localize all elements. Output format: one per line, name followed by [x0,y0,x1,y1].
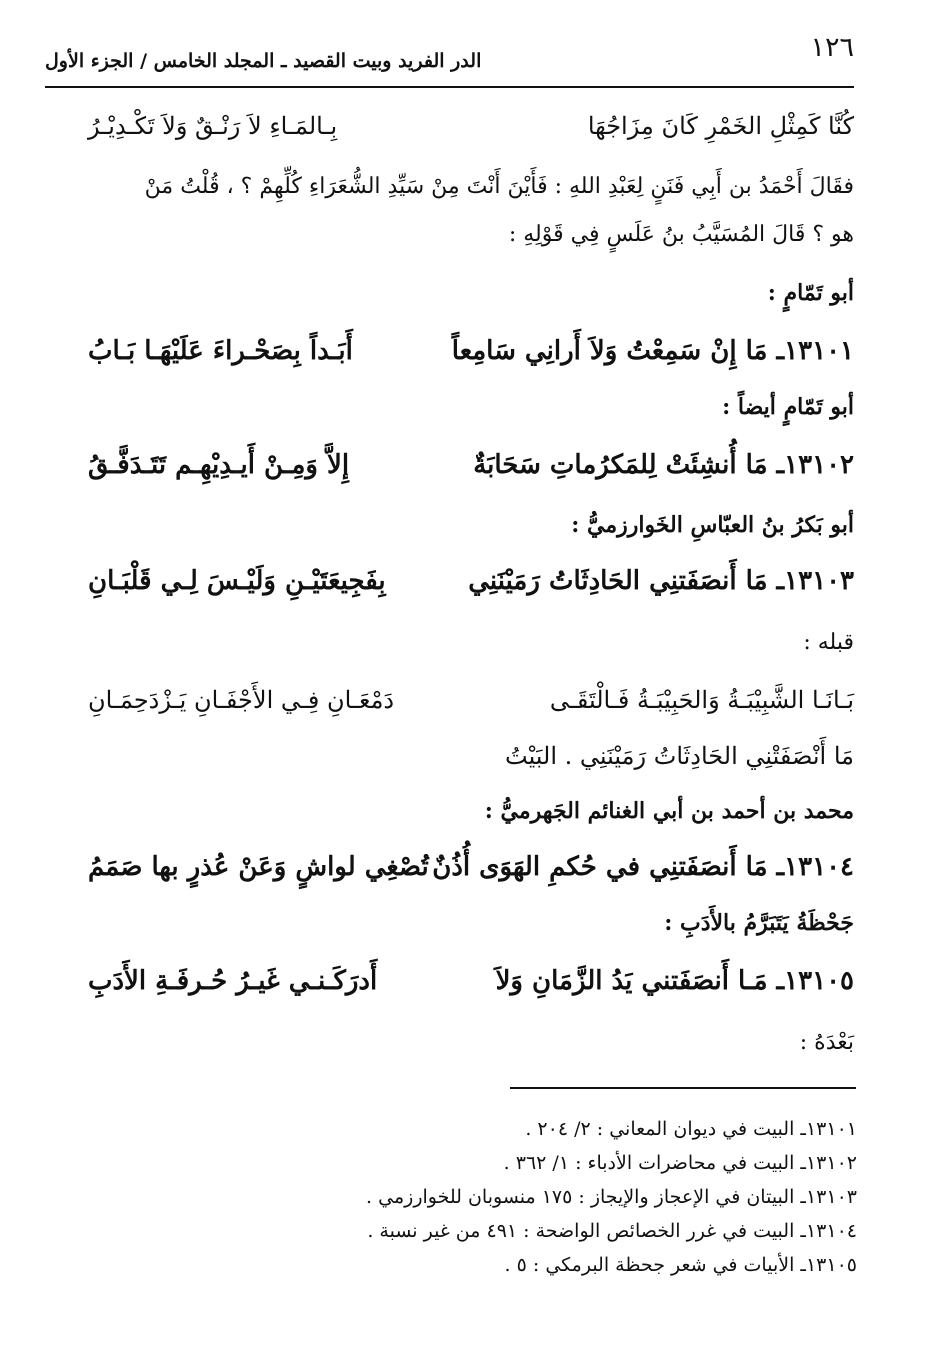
poet-attribution: جَحْظَةُ يَتَبَرَّمُ بالأَدَبِ : [664,910,854,936]
verse-first-hemistich: ١٣١٠١ـ مَا إِنْ سَمِعْتُ وَلاَ أَرانِي سَامِعاً [451,336,854,366]
verse-second-hemistich: بِفَجِيعَتَيْـنِ وَلَيْـسَ لِـي قَلْبَـانِ [88,566,386,596]
verse-second-hemistich: أَدرَكَـنـي غَيـرُ حُـرفَـةِ الأَدَبِ [88,966,378,996]
verse-line-13104 [88,852,854,896]
verse-line-13105 [88,966,854,1010]
poet-attribution: أبو بَكرُ بنُ العبّاسِ الخَوارزميُّ : [571,512,854,538]
verse-continuation: مَا أَنْصَفَتْنِي الحَادِثَاتُ رَمَيْنَنِي . البَيْتُ [505,742,854,770]
running-title: الدر الفريد وبيت القصيد ـ المجلد الخامس / الجزء الأول [45,50,482,72]
verse-second-hemistich: تُصْغِي لواشٍ وَعَنْ عُذرٍ بها صَمَمُ [88,852,429,882]
header-divider [45,86,854,88]
verse-first-hemistich: ١٣١٠٢ـ مَا أُنشِئَتْ لِلمَكرُماتِ سَحَابَةٌ [473,450,854,480]
verse-second-hemistich: أَبَـداً بِصَحْـراءَ عَلَيْهَـا بَـابُ [88,336,353,366]
verse-first-hemistich: بَـانَـا الشَّبِيْبَـةُ وَالحَبِيْبَـةُ فَـالْتَقَـى [549,686,854,714]
page-number: ١٢٦ [810,32,854,63]
prose-line: هو ؟ قَالَ المُسَيَّبُ بنُ عَلَسٍ فِي قَوْلِهِ : [508,222,854,247]
prose-line: فقَالَ أَحْمَدُ بن أَبِي فَنَنٍ لِعَبْدِ اللهِ : فَأَيْنَ أَنْتَ مِنْ سَيِّدِ الشُّعَرَاءِ كُلِّهِمْ ؟ ، قُلْتُ مَنْ [144,174,854,199]
verse-line-13102 [88,450,854,494]
poet-attribution: محمد بن أحمد بن أبي الغنائم الجَهرميُّ : [484,798,854,824]
footnote-divider [510,1087,856,1089]
verse-line [88,112,854,152]
poet-attribution: أبو تَمّامٍ : [767,280,854,306]
verse-first-hemistich: كُنَّا كَمِثْلِ الخَمْرِ كَانَ مِزَاجُهَا [587,112,854,140]
footnote: ١٣١٠٣ـ البيتان في الإعجاز والإيجاز : ١٧٥ منسوبان للخوارزمي . [366,1186,857,1208]
verse-first-hemistich: ١٣١٠٣ـ مَا أَنصَفَتنِي الحَادِثَاتُ رَمَيْنَنِي [468,566,854,596]
footnote: ١٣١٠٢ـ البيت في محاضرات الأدباء : ١/ ٣٦٢ . [503,1152,857,1174]
verse-second-hemistich: دَمْعَـانِ فِـي الأَجْفَـانِ يَـزْدَحِمَـانِ [88,686,395,714]
verse-line-13101 [88,336,854,380]
poet-attribution: أبو تَمّامٍ أيضاً : [722,394,854,420]
verse-line [88,686,854,728]
verse-first-hemistich: ١٣١٠٤ـ مَا أَنصَفَتنِي في حُكمِ الهَوَى أُذُنٌ [432,852,854,882]
footnote: ١٣١٠١ـ البيت في ديوان المعاني : ٢/ ٢٠٤ . [525,1118,857,1140]
verse-second-hemistich: بِـالمَـاءِ لاَ رَنْـقٌ وَلاَ تَكْـدِيْـرُ [88,112,338,140]
before-note: قبله : [803,630,854,655]
footnote: ١٣١٠٤ـ البيت في غرر الخصائص الواضحة : ٤٩١ من غير نسبة . [367,1220,857,1242]
after-note: بَعْدَهُ : [799,1030,854,1055]
footnote: ١٣١٠٥ـ الأبيات في شعر جحظة البرمكي : ٥ . [504,1254,857,1276]
page-header [45,32,854,84]
verse-first-hemistich: ١٣١٠٥ـ مَـا أَنصَفَتني يَدُ الزَّمَانِ وَلاَ [495,966,854,996]
verse-second-hemistich: إِلاَّ وَمِـنْ أَيـدِيْهِـم تَتَـدَفَّـقُ [88,450,350,480]
verse-line-13103 [88,566,854,610]
